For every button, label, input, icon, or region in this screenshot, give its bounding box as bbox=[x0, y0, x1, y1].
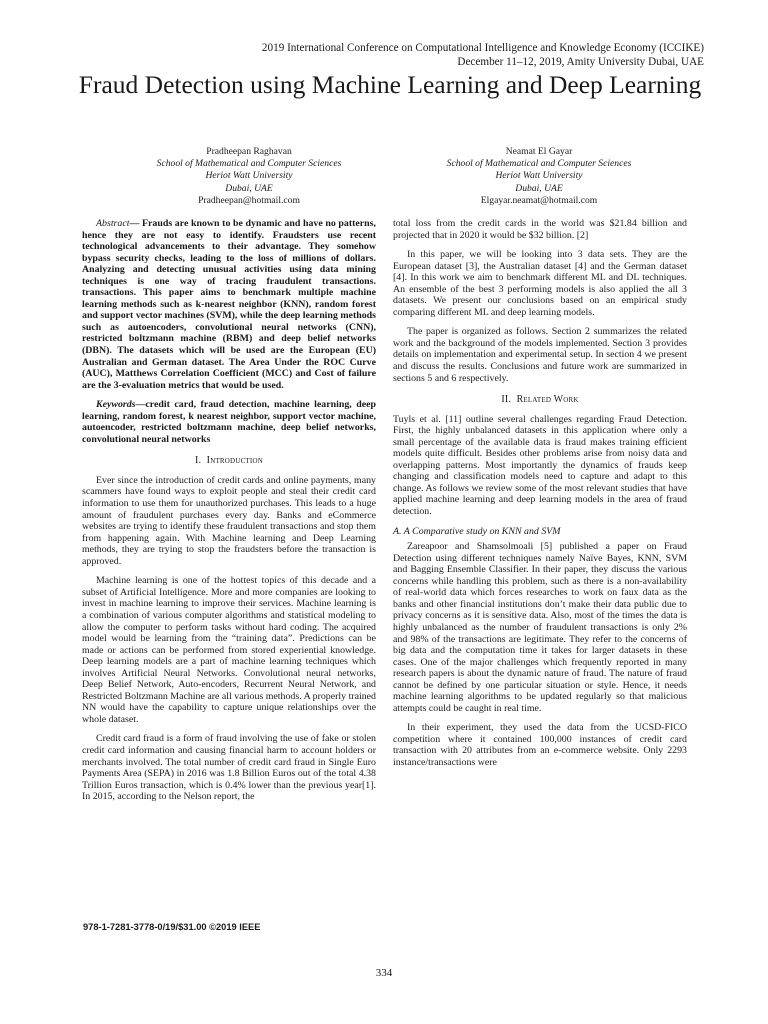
subsection-heading: A. A Comparative study on KNN and SVM bbox=[393, 525, 561, 537]
author-university: Heriot Watt University bbox=[495, 170, 583, 182]
author-block-1 bbox=[99, 146, 399, 207]
keywords-text: —credit card, fraud detection, machine learning, deep learning, random forest, k nearest neighbor, support vector machine, autoencoder, restricted boltzmann machine, deep belief networks, convolutional neural networks bbox=[82, 399, 376, 445]
author-school: School of Mathematical and Computer Sciences bbox=[446, 158, 632, 170]
author-city: Dubai, UAE bbox=[515, 182, 563, 194]
paragraph: Credit card fraud is a form of fraud involving the use of fake or stolen credit card information and causing financial harm to account holders or merchants involved. The total number of credit card fraud in Single Euro Payments Area (SEPA) in 2016 was 1.8 Billion Euros out of the total 4.38 Trillion Euros transaction, which is 0.4% lower than the previous year[1]. In 2015, according to the Nelson report, the bbox=[82, 733, 376, 803]
paragraph: Zareapoor and Shamsolmoali [5] published a paper on Fraud Detection using different techniques namely Naïve Bayes, KNN, SVM and Bagging Ensemble Classifier. In their paper, they discuss the various concerns while handling this problem, such as there is a non-availability of real-world data which forces researches to work on faux data as the banks and other financial institutions don’t make their data public due to privacy concerns as it is sensitive data. Also, most of the times the data is highly unbalanced as the number of fraudulent transactions is only 2% and 98% of the transactions are legitimate. They refer to the concerns of big data and the computation time it takes for larger datasets in these cases. One of the major challenges which frequently reported in many research papers is about the dynamic nature of fraud. The nature of fraud cannot be defined by one particular situation or style. Hence, it needs machine learning algorithms to be updated regularly so that malicious attempts could be caught in real time. bbox=[393, 541, 687, 714]
right-column bbox=[393, 218, 687, 777]
abstract bbox=[82, 218, 376, 391]
section-heading-introduction bbox=[82, 455, 376, 467]
page-number: 334 bbox=[375, 967, 393, 979]
author-email: Elgayar.neamat@hotmail.com bbox=[480, 194, 598, 206]
copyright-notice: 978-1-7281-3778-0/19/$31.00 ©2019 IEEE bbox=[83, 922, 261, 932]
section-number: I. bbox=[195, 455, 202, 467]
section-title: Introduction bbox=[206, 455, 263, 467]
conference-header bbox=[262, 41, 704, 69]
conference-name: 2019 International Conference on Computational Intelligence and Knowledge Economy (ICCIKE) bbox=[261, 42, 704, 54]
author-university: Heriot Watt University bbox=[205, 170, 293, 182]
conference-dates: December 11–12, 2019, Amity University Dubai, UAE bbox=[457, 56, 704, 68]
paragraph: Machine learning is one of the hottest topics of this decade and a subset of Artificial Intelligence. More and more companies are looking to invest in machine learning to improve their services. Machine learning is a combination of various computer algorithms and statistical modeling to allow the computer to perform tasks without hard coding. The acquired model would be learning from the “training data”. Predictions can be made or actions can be performed from stored experiential knowledge. Deep learning models are a part of machine learning techniques which involves Artificial Neural Networks. Convolutional neural networks, Deep Belief Network, Auto-encoders, Recurrent Neural Network, and Restricted Boltzmann Machine are all various methods. A properly trained NN would have the capability to capture unique relationships over the whole dataset. bbox=[82, 575, 376, 725]
author-email: Pradheepan@hotmail.com bbox=[198, 194, 300, 206]
author-name: Pradheepan Raghavan bbox=[206, 146, 292, 157]
keywords-label: Keywords bbox=[96, 399, 136, 411]
paragraph: In this paper, we will be looking into 3 data sets. They are the European dataset [3], the Australian dataset [4] and the German dataset [4]. In this work we aim to benchmark different ML and DL techniques. An ensemble of the best 3 performing models is also applied the all 3 datasets. We present our conclusions based on an empirical study comparing different ML and deep learning models. bbox=[393, 249, 687, 318]
abstract-label: Abstract bbox=[96, 218, 130, 229]
paragraph: The paper is organized as follows. Section 2 summarizes the related work and the background of the models implemented. Section 3 provides details on implementation and experimental setup. In section 4 we present and discuss the results. Conclusions and future work are summarized in sections 5 and 6 respectively. bbox=[393, 326, 687, 384]
section-title: Related Work bbox=[516, 394, 579, 406]
paper-title: Fraud Detection using Machine Learning and Deep Learning bbox=[78, 70, 702, 99]
author-city: Dubai, UAE bbox=[225, 182, 273, 194]
paragraph: In their experiment, they used the data from the UCSD-FICO competition where it contained 100,000 instances of credit card transaction with 20 attributes from an e-commerce website. Only 2293 instance/transactions were bbox=[393, 722, 687, 768]
author-name: Neamat El Gayar bbox=[505, 146, 573, 157]
paragraph: Tuyls et al. [11] outline several challenges regarding Fraud Detection. First, the highly unbalanced datasets in this application where only a small percentage of the available data is fraud makes training efficient models quite difficult. Besides other problems arise from noisy data and overlapping patterns. Most importantly the dynamics of frauds keep changing and classification models need to capture and adapt to this change. As follows we review some of the most relevant studies that have applied machine learning and deep learning models in the area of fraud detection. bbox=[393, 413, 687, 518]
abstract-text: — Frauds are known to be dynamic and have no patterns, hence they are not easy to identify. Fraudsters use recent technological advancements to their advantage. They somehow bypass security checks, leading to the loss of millions of dollars. Analyzing and detecting unusual activities using data mining techniques is one way of tracing fraudulent transactions. transactions. This paper aims to benchmark multiple machine learning methods such as k-nearest neighbor (KNN), random forest and support vector machines (SVM), while the deep learning methods such as autoencoders, convolutional neural networks (CNN), restricted boltzmann machine (RBM) and deep belief networks (DBN). The datasets which will be used are the European (EU) Australian and German dataset. The Area Under the ROC Curve (AUC), Matthews Correlation Coefficient (MCC) and Cost of failure are the 3-evaluation metrics that would be used. bbox=[82, 218, 376, 391]
paragraph: Ever since the introduction of credit cards and online payments, many scammers have found ways to exploit people and steal their credit card information to use them for unauthorized purchases. This leads to a huge amount of fraudulent purchases every day. Banks and eCommerce websites are trying to identify these fraudulent transactions and stop them from happening again. With Machine learning and Deep Learning methods, they are trying to stop the fraudsters before the transaction is approved. bbox=[82, 474, 376, 567]
section-number: II. bbox=[501, 394, 512, 406]
section-heading-related-work bbox=[393, 394, 687, 406]
left-column bbox=[82, 218, 376, 811]
author-school: School of Mathematical and Computer Sciences bbox=[156, 158, 342, 170]
paragraph: total loss from the credit cards in the world was $21.84 billion and projected that in 2020 it would be $32 billion. [2] bbox=[393, 218, 687, 241]
author-block-2 bbox=[389, 146, 689, 207]
keywords bbox=[82, 399, 376, 445]
